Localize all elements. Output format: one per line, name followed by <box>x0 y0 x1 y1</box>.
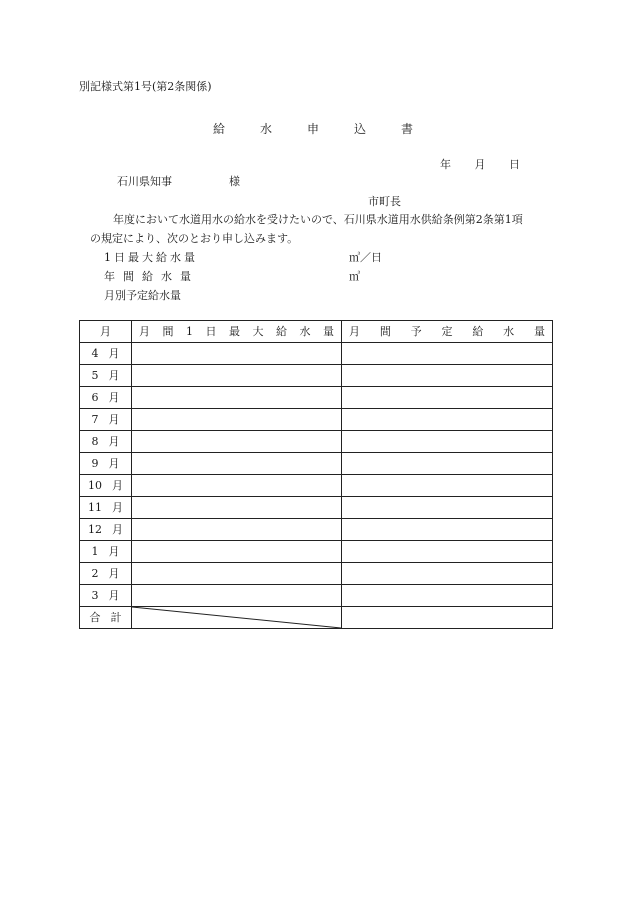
table-row <box>80 563 553 585</box>
planned-cell[interactable] <box>342 343 553 365</box>
table-row <box>80 497 553 519</box>
table-row <box>80 585 553 607</box>
month-cell: 1 月 <box>80 541 132 563</box>
daily-max-label: 1日最大給水量 <box>104 251 198 264</box>
daily-max-cell[interactable] <box>132 563 342 585</box>
total-daily-max-cell-struck <box>132 607 342 629</box>
applicant-title: 市町長 <box>368 195 401 208</box>
document-title <box>213 120 413 137</box>
planned-cell[interactable] <box>342 497 553 519</box>
annual-label: 年間給水量 <box>104 270 199 283</box>
addressee-name: 石川県知事 <box>117 175 172 188</box>
daily-max-cell[interactable] <box>132 431 342 453</box>
planned-cell[interactable] <box>342 475 553 497</box>
table-row <box>80 475 553 497</box>
table-header-row <box>80 321 553 343</box>
date-month-label: 月 <box>474 158 486 171</box>
daily-max-cell[interactable] <box>132 453 342 475</box>
month-cell: 7 月 <box>80 409 132 431</box>
table-row <box>80 453 553 475</box>
monthly-plan-label: 月別予定給水量 <box>104 289 181 302</box>
annual-unit: ㎥ <box>349 270 360 283</box>
date-line <box>440 156 520 172</box>
month-cell: 11 月 <box>80 497 132 519</box>
daily-max-cell[interactable] <box>132 475 342 497</box>
date-day-label: 日 <box>509 158 520 171</box>
daily-max-unit: ㎥／日 <box>349 251 382 264</box>
table-row <box>80 431 553 453</box>
header-monthly-planned: 月 間 予 定 給 水 量 <box>342 321 553 343</box>
daily-max-cell[interactable] <box>132 519 342 541</box>
planned-cell[interactable] <box>342 585 553 607</box>
table-row <box>80 541 553 563</box>
daily-max-cell[interactable] <box>132 541 342 563</box>
month-cell: 8 月 <box>80 431 132 453</box>
daily-max-cell[interactable] <box>132 585 342 607</box>
title-char: 込 <box>353 122 366 136</box>
table-row <box>80 409 553 431</box>
date-year-label: 年 <box>440 158 451 171</box>
planned-cell[interactable] <box>342 563 553 585</box>
body-text-line1: 年度において水道用水の給水を受けたいので、石川県水道用水供給条例第2条第1項 <box>113 213 523 226</box>
planned-cell[interactable] <box>342 409 553 431</box>
month-cell: 4 月 <box>80 343 132 365</box>
total-label-cell: 合 計 <box>80 607 132 629</box>
table-row <box>80 387 553 409</box>
header-monthly-daily-max: 月 間 1 日 最 大 給 水 量 <box>132 321 342 343</box>
planned-cell[interactable] <box>342 541 553 563</box>
title-char: 申 <box>306 122 319 136</box>
table-row <box>80 365 553 387</box>
header-month: 月 <box>80 321 132 343</box>
daily-max-cell[interactable] <box>132 497 342 519</box>
month-cell: 6 月 <box>80 387 132 409</box>
title-char: 給 <box>213 122 226 136</box>
month-cell: 5 月 <box>80 365 132 387</box>
total-row <box>80 607 553 629</box>
daily-max-cell[interactable] <box>132 409 342 431</box>
form-number: 別記様式第1号(第2条関係) <box>79 80 212 93</box>
daily-max-cell[interactable] <box>132 387 342 409</box>
total-planned-cell[interactable] <box>342 607 553 629</box>
month-cell: 10 月 <box>80 475 132 497</box>
planned-cell[interactable] <box>342 387 553 409</box>
addressee-honorific: 様 <box>229 175 240 188</box>
planned-cell[interactable] <box>342 453 553 475</box>
title-char: 水 <box>259 122 272 136</box>
planned-cell[interactable] <box>342 365 553 387</box>
month-cell: 12 月 <box>80 519 132 541</box>
table-row <box>80 519 553 541</box>
planned-cell[interactable] <box>342 431 553 453</box>
planned-cell[interactable] <box>342 519 553 541</box>
monthly-supply-table <box>79 320 553 629</box>
table-row <box>80 343 553 365</box>
body-text-line2: の規定により、次のとおり申し込みます。 <box>90 232 299 245</box>
daily-max-cell[interactable] <box>132 343 342 365</box>
month-cell: 9 月 <box>80 453 132 475</box>
diagonal-strike <box>132 607 341 628</box>
month-cell: 2 月 <box>80 563 132 585</box>
title-char: 書 <box>400 122 413 136</box>
daily-max-cell[interactable] <box>132 365 342 387</box>
month-cell: 3 月 <box>80 585 132 607</box>
